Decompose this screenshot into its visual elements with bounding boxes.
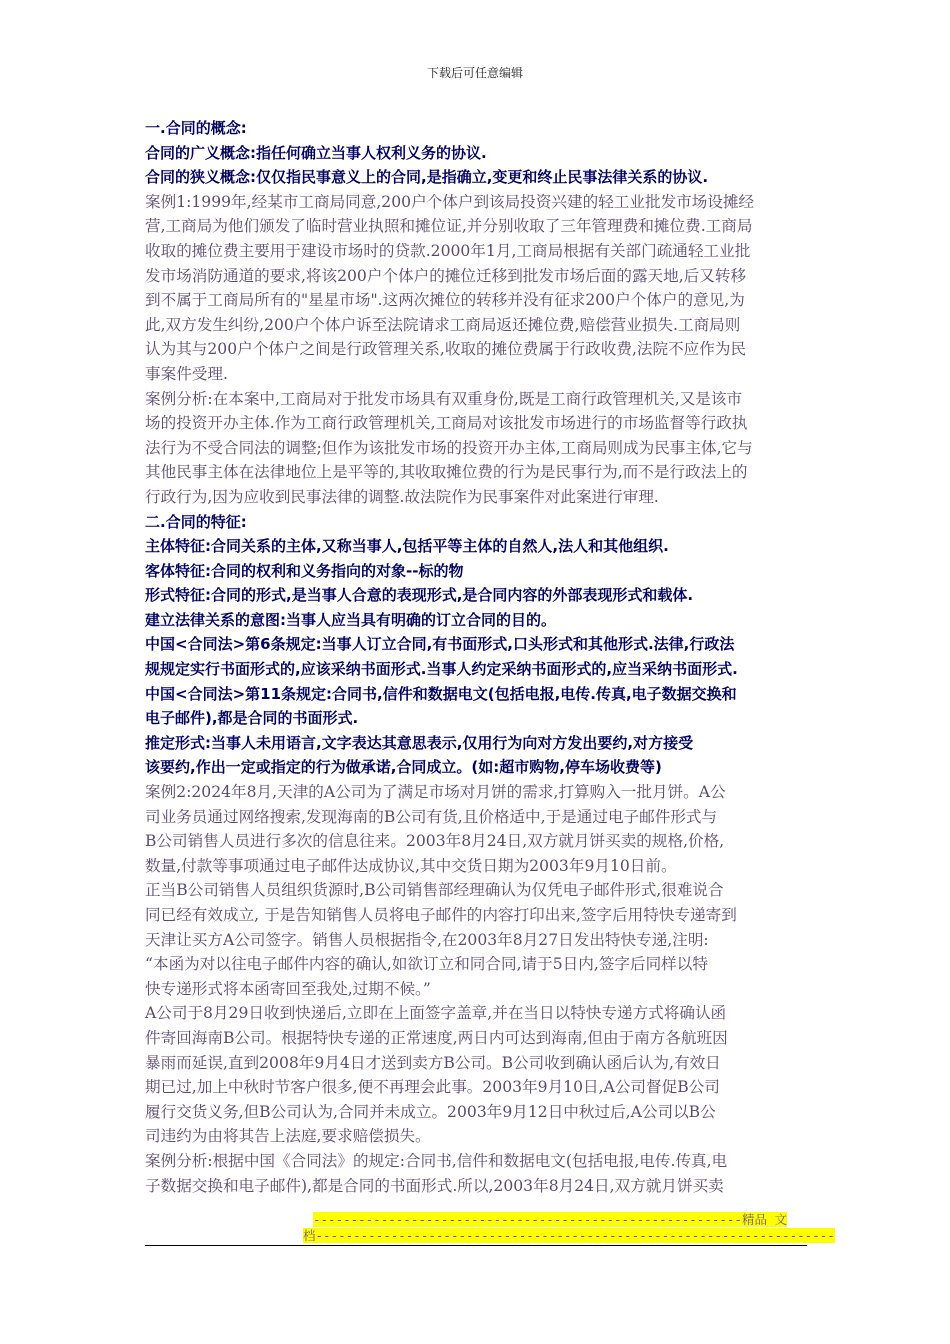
bold-text-line: 推定形式:当事人未用语言,文字表达其意思表示,仅用行为向对方发出要约,对方接受 xyxy=(145,733,694,752)
text-line: 此,双方发生纠纷,200户个体户诉至法院请求工商局返还摊位费,赔偿营业损失.工商局则 xyxy=(145,315,741,334)
bold-text-line: 合同的广义概念:指任何确立当事人权利义务的协议. xyxy=(145,143,487,162)
text-line: 行政行为,因为应收到民事法律的调整.故法院作为民事案件对此案进行审理. xyxy=(145,487,659,506)
text-line: 案例分析:根据中国《合同法》的规定:合同书,信件和数据电文(包括电报,电传.传真,电 xyxy=(145,1151,728,1170)
text-line: 履行交货义务,但B公司认为,合同并未成立。2003年9月12日中秋过后,A公司以B公 xyxy=(145,1102,716,1121)
text-line: 事案件受理. xyxy=(145,364,228,383)
text-line: 案例2:2024年8月,天津的A公司为了满足市场对月饼的需求,打算购入一批月饼。A公 xyxy=(145,783,726,802)
bold-text-line: 合同的狭义概念:仅仅指民事意义上的合同,是指确立,变更和终止民事法律关系的协议. xyxy=(145,168,709,187)
bold-text-line: 二.合同的特征: xyxy=(145,512,247,531)
text-line: “本函为对以往电子邮件内容的确认,如欲订立和同合同,请于5日内,签字后同样以特 xyxy=(145,955,708,974)
text-line: 件寄回海南B公司。根据特快专递的正常速度,两日内可达到海南,但由于南方各航班因 xyxy=(145,1028,728,1047)
text-line: 其他民事主体在法律地位上是平等的,其收取摊位费的行为是民事行为,而不是行政法上的 xyxy=(145,463,748,482)
text-line: 收取的摊位费主要用于建设市场时的贷款.2000年1月,工商局根据有关部门疏通轻工业批 xyxy=(145,241,751,260)
text-line: 期已过,加上中秋时节客户很多,便不再理会此事。2003年9月10日,A公司督促B公司 xyxy=(145,1078,720,1097)
bold-text-line: 主体特征:合同关系的主体,又称当事人,包括平等主体的自然人,法人和其他组织. xyxy=(145,537,669,556)
text-line: 到不属于工商局所有的"星星市场".这两次摊位的转移并没有征求200户个体户的意见,为 xyxy=(145,291,745,310)
document-body xyxy=(145,116,811,1198)
text-line: 案例分析:在本案中,工商局对于批发市场具有双重身份,既是工商行政管理机关,又是该市 xyxy=(145,389,743,408)
bold-text-line: 中国<合同法>第11条规定:合同书,信件和数据电文(包括电报,电传.传真,电子数据交换和 xyxy=(145,684,737,703)
bold-text-line: 客体特征:合同的权利和义务指向的对象--标的物 xyxy=(145,561,464,580)
bold-text-line: 电子邮件),都是合同的书面形式. xyxy=(145,709,359,728)
footer-watermark-text-1: ---------------------------------------------------------精品 文 xyxy=(313,1212,787,1227)
text-line: 认为其与200户个体户之间是行政管理关系,收取的摊位费属于行政收费,法院不应作为民 xyxy=(145,340,747,359)
text-line: 正当B公司销售人员组织货源时,B公司销售部经理确认为仅凭电子邮件形式,很难说合 xyxy=(145,881,724,900)
bold-text-line: 该要约,作出一定或指定的行为做承诺,合同成立。(如:超市购物,停车场收费等) xyxy=(145,758,662,777)
text-line: 发市场消防通道的要求,将该200户个体户的摊位迁移到批发市场后面的露天地,后又转移 xyxy=(145,266,747,285)
bold-text-line: 建立法律关系的意图:当事人应当具有明确的订立合同的目的。 xyxy=(145,610,557,629)
footer-divider xyxy=(145,1245,807,1246)
bold-text-line: 规规定实行书面形式的,应该采纳书面形式.当事人约定采纳书面形式的,应当采纳书面形式. xyxy=(145,660,738,679)
bold-text-line: 形式特征:合同的形式,是当事人合意的表现形式,是合同内容的外部表现形式和载体. xyxy=(145,586,694,605)
footer-watermark-line-2 xyxy=(145,1228,835,1244)
bold-text-line: 一.合同的概念: xyxy=(145,119,247,137)
text-line: 案例1:1999年,经某市工商局同意,200户个体户到该局投资兴建的轻工业批发市场设摊经 xyxy=(145,192,755,211)
text-line: 快专递形式将本函寄回至我处,过期不候。” xyxy=(145,979,431,998)
text-line: 场的投资开办主体.作为工商行政管理机关,工商局对该批发市场进行的市场监督等行政执 xyxy=(145,414,748,433)
text-line: 暴雨而延误,直到2008年9月4日才送到卖方B公司。B公司收到确认函后认为,有效日 xyxy=(145,1053,721,1072)
text-line: 司业务员通过网络搜索,发现海南的B公司有货,且价格适中,于是通过电子邮件形式与 xyxy=(145,807,718,826)
text-line: 天津让买方A公司签字。销售人员根据指令,在2003年8月27日发出特快专递,注明: xyxy=(145,930,709,949)
text-line: 同已经有效成立, 于是告知销售人员将电子邮件的内容打印出来,签字后用特快专递寄到 xyxy=(145,906,737,924)
footer-watermark-text-2: 档--------------------------------------------------------------------- xyxy=(303,1228,835,1243)
bold-text-line: 中国<合同法>第6条规定:当事人订立合同,有书面形式,口头形式和其他形式.法律,行政法 xyxy=(145,635,735,654)
text-line: 营,工商局为他们颁发了临时营业执照和摊位证,并分别收取了三年管理费和摊位费.工商局 xyxy=(145,217,753,236)
text-line: 数量,付款等事项通过电子邮件达成协议,其中交货日期为2003年9月10日前。 xyxy=(145,856,677,875)
page-header: 下载后可任意编辑 xyxy=(426,66,523,80)
text-line: 司违约为由将其告上法庭,要求赔偿损失。 xyxy=(145,1127,431,1146)
text-line: B公司销售人员进行多次的信息往来。2003年8月24日,双方就月饼买卖的规格,价格, xyxy=(145,832,725,851)
text-line: 法行为不受合同法的调整;但作为该批发市场的投资开办主体,工商局则成为民事主体,它与 xyxy=(145,438,753,457)
text-line: 子数据交换和电子邮件),都是合同的书面形式.所以,2003年8月24日,双方就月饼买卖 xyxy=(145,1176,724,1195)
text-line: A公司于8月29日收到快递后,立即在上面签字盖章,并在当日以特快专递方式将确认函 xyxy=(145,1004,727,1023)
footer-watermark-line-1 xyxy=(145,1212,811,1228)
